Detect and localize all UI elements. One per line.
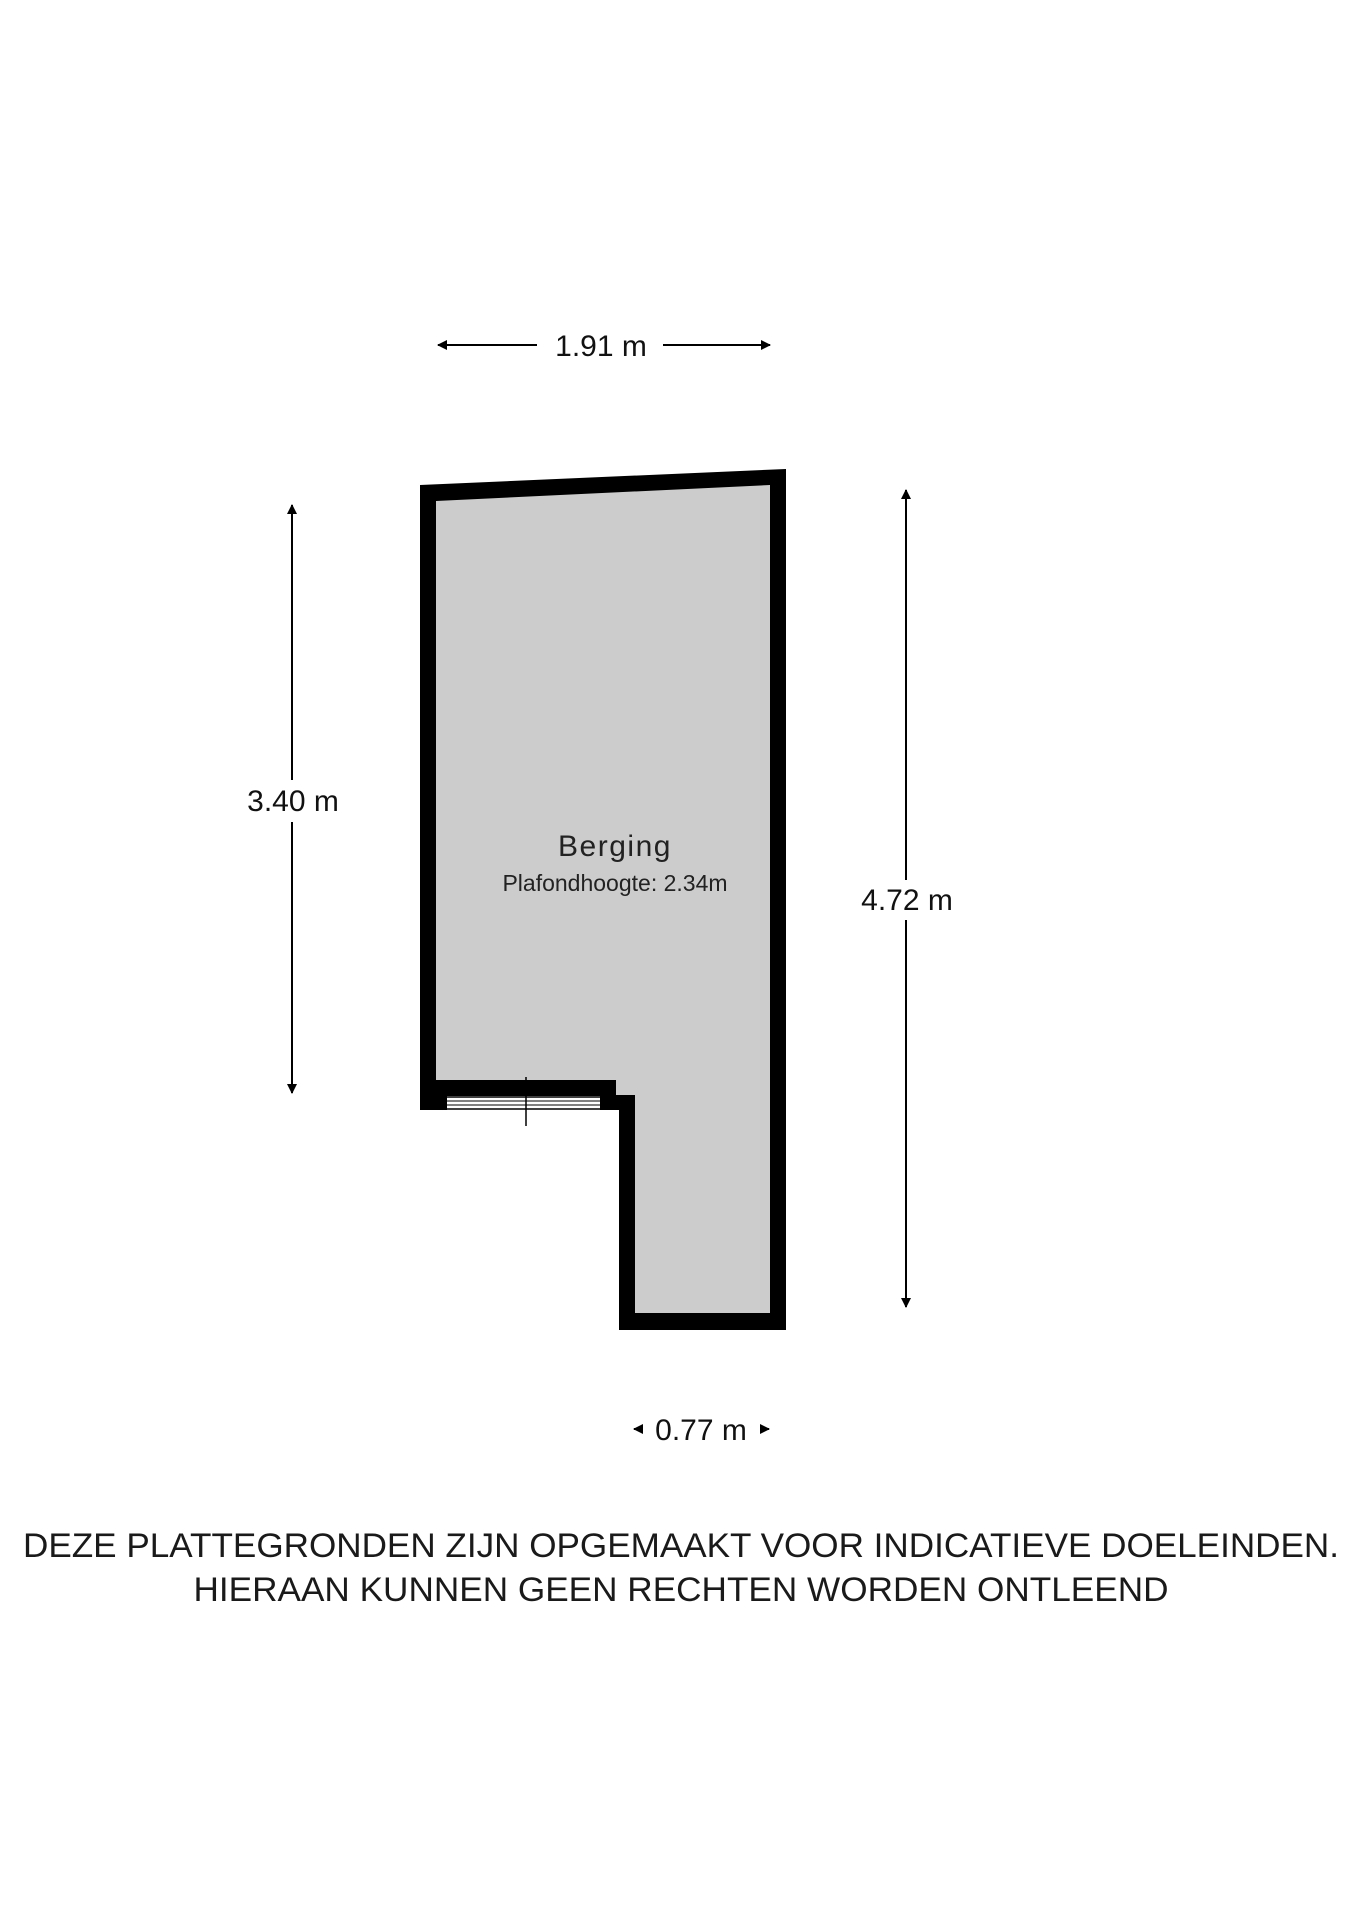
room-berging xyxy=(420,469,786,1330)
dimension-bottom xyxy=(634,1414,769,1447)
dimension-right xyxy=(861,490,953,1307)
dimension-top xyxy=(438,330,770,363)
dimension-left xyxy=(247,505,339,1093)
room-floor xyxy=(436,485,770,1313)
dimension-label-bottom-width: 0.77 m xyxy=(655,1414,747,1447)
dimension-label-right-height: 4.72 m xyxy=(861,884,953,917)
disclaimer-line-1: DEZE PLATTEGRONDEN ZIJN OPGEMAAKT VOOR INDICATIEVE DOELEINDEN. xyxy=(23,1527,1339,1565)
disclaimer xyxy=(23,1527,1339,1609)
disclaimer-line-2: HIERAAN KUNNEN GEEN RECHTEN WORDEN ONTLEEND xyxy=(193,1571,1169,1609)
room-ceiling-height: Plafondhoogte: 2.34m xyxy=(502,870,728,896)
dimension-label-top-width: 1.91 m xyxy=(555,330,647,363)
room-name: Berging xyxy=(558,830,672,863)
dimension-label-left-height: 3.40 m xyxy=(247,785,339,818)
